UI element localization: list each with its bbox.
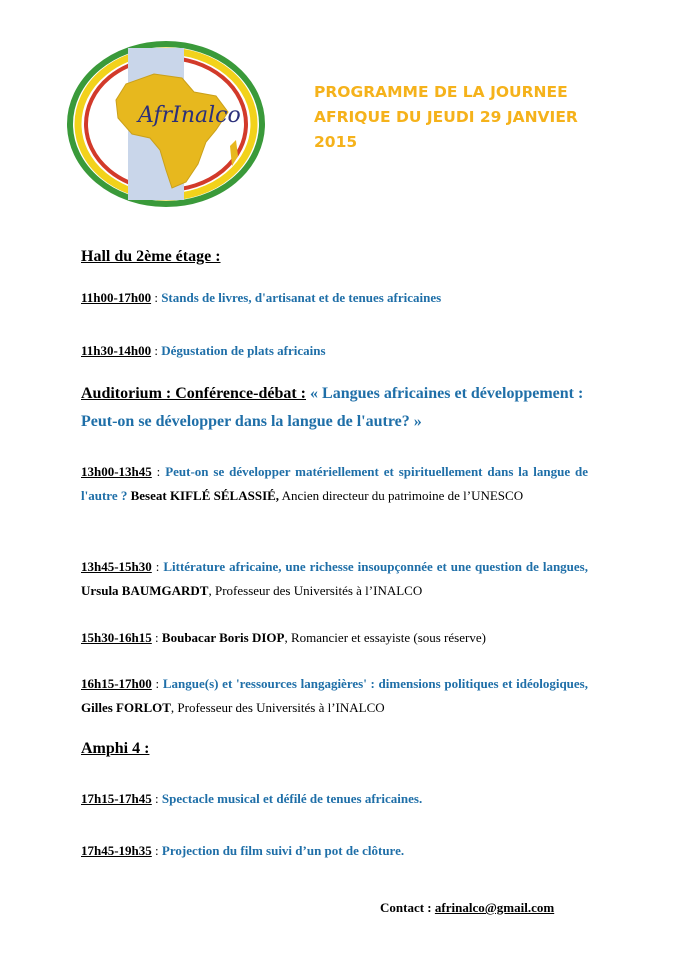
hall-item-1: 11h00-17h00 : Stands de livres, d'artisanat et de tenues africaines	[81, 290, 442, 305]
item-time: 11h30-14h00	[81, 343, 152, 358]
africa-map-logo-icon	[66, 38, 266, 208]
auditorium-conference	[81, 380, 588, 436]
afrinalco-logo	[66, 38, 266, 208]
auditorium-label: Auditorium : Conférence-débat :	[81, 385, 307, 402]
page-title	[314, 80, 614, 155]
title-line-3: 2015	[314, 133, 358, 151]
conference-topic: « Langues africaines et développement : Peut-on se développer dans la langue de l'autre? »	[81, 385, 584, 430]
hall-item-2: 11h30-14h00 : Dégustation de plats africains	[81, 343, 326, 358]
talk-4: 16h15-17h00 : Langue(s) et 'ressources langagières' : dimensions politiques et idéologiques, Gilles FORLOT, Professeur des Universités à l’INALCO	[81, 676, 588, 715]
talk-1: 13h00-13h45 : Peut-on se développer matériellement et spirituellement dans la langue de l'autre ? Beseat KIFLÉ SÉLASSIÉ, Ancien directeur du patrimoine de l’UNESCO	[81, 464, 588, 503]
talk-2: 13h45-15h30 : Littérature africaine, une richesse insoupçonnée et une question de langues, Ursula BAUMGARDT, Professeur des Universités à l’INALCO	[81, 559, 588, 598]
contact-label: Contact :	[380, 900, 435, 915]
hall-heading: Hall du 2ème étage :	[81, 248, 221, 265]
title-line-2: AFRIQUE DU JEUDI 29 JANVIER	[314, 108, 578, 126]
contact-email-link[interactable]: afrinalco@gmail.com	[434, 900, 555, 915]
item-time: 11h00-17h00	[81, 290, 152, 305]
svg-text:AfrInalco: AfrInalco	[138, 103, 241, 128]
title-line-1: PROGRAMME DE LA JOURNEE	[314, 83, 568, 101]
amphi-heading: Amphi 4 :	[81, 740, 150, 757]
contact	[380, 900, 554, 916]
talk-3: 15h30-16h15 : Boubacar Boris DIOP, Romancier et essayiste (sous réserve)	[81, 630, 486, 645]
amphi-item-1: 17h15-17h45 : Spectacle musical et défilé de tenues africaines.	[81, 791, 423, 806]
amphi-item-2: 17h45-19h35 : Projection du film suivi d’un pot de clôture.	[81, 843, 405, 858]
item-text: Stands de livres, d'artisanat et de tenues africaines	[161, 290, 442, 305]
item-text: Dégustation de plats africains	[161, 343, 326, 358]
